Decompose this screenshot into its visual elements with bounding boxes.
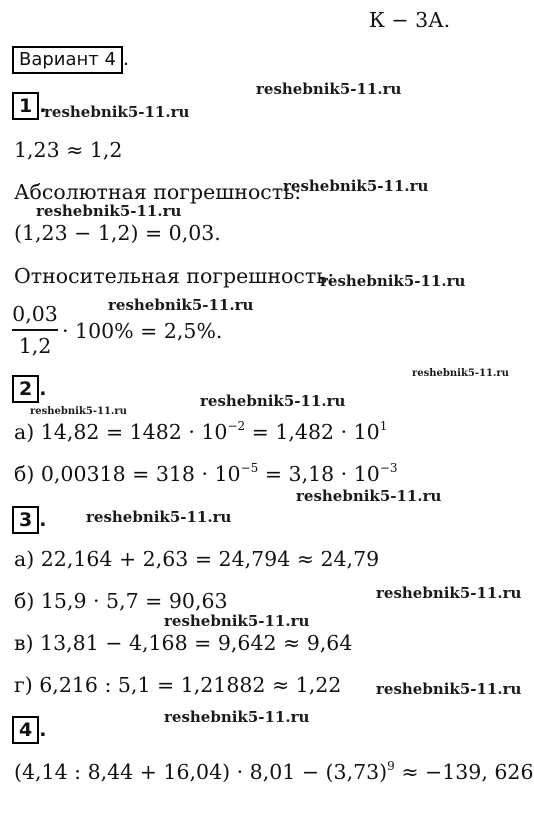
watermark: reshebnik5-11.ru	[30, 406, 127, 417]
watermark: reshebnik5-11.ru	[164, 612, 310, 630]
watermark: reshebnik5-11.ru	[376, 680, 522, 698]
fraction-denominator: 1,2	[18, 333, 52, 358]
task-number-dot: .	[39, 95, 47, 117]
task-number-box: 1	[12, 92, 39, 120]
task2-a-mid: = 1,482 · 10	[245, 420, 380, 444]
watermark: reshebnik5-11.ru	[86, 508, 232, 526]
task-number-dot: .	[39, 509, 47, 531]
task2-b-mid: = 3,18 · 10	[258, 462, 380, 486]
task-3-number	[12, 506, 46, 534]
watermark: reshebnik5-11.ru	[36, 202, 182, 220]
task-1-number	[12, 92, 46, 120]
task2-a	[14, 420, 387, 444]
task3-g: г) 6,216 : 5,1 = 1,21882 ≈ 1,22	[14, 673, 342, 697]
task2-a-exp1: −2	[227, 419, 246, 433]
task1-abs-value: (1,23 − 1,2) = 0,03.	[14, 221, 221, 245]
watermark: reshebnik5-11.ru	[376, 584, 522, 602]
task-number-dot: .	[39, 378, 47, 400]
task1-fraction	[12, 302, 58, 358]
watermark: reshebnik5-11.ru	[283, 177, 429, 195]
task-number-box: 3	[12, 506, 39, 534]
task4-main: (4,14 : 8,44 + 16,04) · 8,01 − (3,73)	[14, 760, 388, 784]
task1-rel-rest: · 100% = 2,5%.	[62, 319, 223, 343]
task2-a-main: а) 14,82 = 1482 · 10	[14, 420, 228, 444]
task1-rel-label: Относительная погрешность:	[14, 264, 335, 288]
watermark: reshebnik5-11.ru	[200, 392, 346, 410]
variant-dot: .	[122, 48, 130, 70]
task-number-box: 4	[12, 716, 39, 744]
task-4-number	[12, 716, 46, 744]
watermark: reshebnik5-11.ru	[44, 103, 190, 121]
task3-a: а) 22,164 + 2,63 = 24,794 ≈ 24,79	[14, 547, 380, 571]
task4-expression	[14, 760, 534, 784]
task3-v: в) 13,81 − 4,168 = 9,642 ≈ 9,64	[14, 631, 353, 655]
watermark: reshebnik5-11.ru	[256, 80, 402, 98]
task2-b	[14, 462, 398, 486]
task2-b-exp1: −5	[240, 461, 259, 475]
watermark: reshebnik5-11.ru	[412, 368, 509, 379]
task2-a-exp2: 1	[379, 419, 388, 433]
watermark: reshebnik5-11.ru	[296, 487, 442, 505]
watermark: reshebnik5-11.ru	[320, 272, 466, 290]
task2-b-main: б) 0,00318 = 318 · 10	[14, 462, 241, 486]
task1-abs-label: Абсолютная погрешность:	[14, 180, 302, 204]
fraction-bar	[12, 329, 58, 331]
task-number-box: 2	[12, 375, 39, 403]
task3-b: б) 15,9 · 5,7 = 90,63	[14, 589, 228, 613]
task4-exp: 9	[387, 759, 395, 773]
task2-b-exp2: −3	[379, 461, 398, 475]
watermark: reshebnik5-11.ru	[164, 708, 310, 726]
task4-rest: ≈ −139, 626	[394, 760, 534, 784]
task1-approx: 1,23 ≈ 1,2	[14, 138, 123, 162]
variant-box: Вариант 4	[12, 46, 123, 74]
variant-title	[12, 46, 129, 74]
fraction-numerator: 0,03	[12, 302, 58, 326]
watermark: reshebnik5-11.ru	[108, 296, 254, 314]
task-number-dot: .	[39, 719, 47, 741]
header-label: К − 3А.	[369, 8, 451, 32]
task-2-number	[12, 375, 46, 403]
